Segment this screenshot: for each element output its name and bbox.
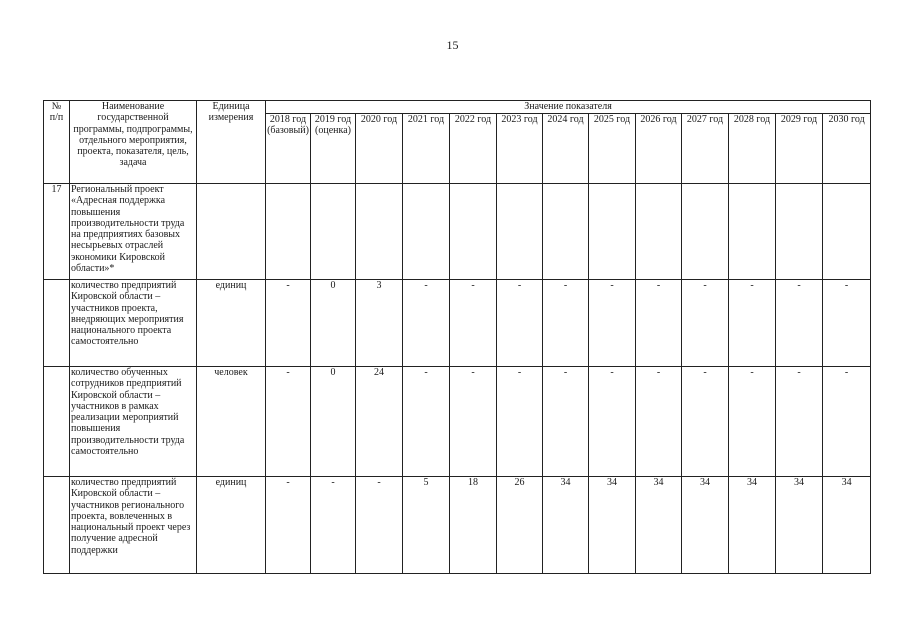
value-cell: 5 bbox=[403, 477, 450, 574]
value-cell: - bbox=[497, 367, 543, 477]
header-year: 2018 год (базовый) bbox=[266, 114, 311, 184]
value-cell bbox=[823, 184, 871, 280]
value-cell: - bbox=[636, 280, 682, 367]
value-cell: - bbox=[589, 367, 636, 477]
row-name: количество предприятий Кировской области – участников регионального проекта, вовлеченных в национальный проект через получение адресной поддержки bbox=[70, 477, 197, 574]
row-unit bbox=[197, 184, 266, 280]
value-cell bbox=[589, 184, 636, 280]
value-cell bbox=[497, 184, 543, 280]
value-cell: 0 bbox=[311, 280, 356, 367]
value-cell: - bbox=[682, 280, 729, 367]
value-cell: - bbox=[450, 280, 497, 367]
value-cell: - bbox=[450, 367, 497, 477]
row-num bbox=[44, 367, 70, 477]
value-cell: 0 bbox=[311, 367, 356, 477]
header-year: 2019 год (оценка) bbox=[311, 114, 356, 184]
header-year: 2028 год bbox=[729, 114, 776, 184]
value-cell: - bbox=[776, 280, 823, 367]
value-cell: 34 bbox=[589, 477, 636, 574]
value-cell: - bbox=[543, 367, 589, 477]
value-cell bbox=[729, 184, 776, 280]
row-unit: единиц bbox=[197, 280, 266, 367]
row-unit: человек bbox=[197, 367, 266, 477]
value-cell: 34 bbox=[543, 477, 589, 574]
indicators-table bbox=[43, 100, 871, 574]
header-year: 2027 год bbox=[682, 114, 729, 184]
value-cell: - bbox=[266, 367, 311, 477]
value-cell bbox=[266, 184, 311, 280]
value-cell: - bbox=[636, 367, 682, 477]
table-row bbox=[44, 477, 871, 574]
value-cell: 34 bbox=[729, 477, 776, 574]
value-cell: - bbox=[266, 477, 311, 574]
row-unit: единиц bbox=[197, 477, 266, 574]
value-cell bbox=[450, 184, 497, 280]
header-year: 2023 год bbox=[497, 114, 543, 184]
value-cell: - bbox=[311, 477, 356, 574]
value-cell: 34 bbox=[823, 477, 871, 574]
value-cell: 24 bbox=[356, 367, 403, 477]
value-cell: 34 bbox=[682, 477, 729, 574]
value-cell: 18 bbox=[450, 477, 497, 574]
header-year: 2025 год bbox=[589, 114, 636, 184]
page-number: 15 bbox=[446, 38, 459, 52]
value-cell bbox=[776, 184, 823, 280]
value-cell bbox=[356, 184, 403, 280]
row-num: 17 bbox=[44, 184, 70, 280]
table-row bbox=[44, 280, 871, 367]
value-cell: - bbox=[403, 367, 450, 477]
header-values: Значение показателя bbox=[266, 101, 871, 114]
value-cell: 3 bbox=[356, 280, 403, 367]
value-cell: - bbox=[266, 280, 311, 367]
header-num: № п/п bbox=[44, 101, 70, 184]
header-year: 2021 год bbox=[403, 114, 450, 184]
row-name: Региональный проект «Адресная поддержка повышения производительности труда на предприятиях базовых несырьевых отраслей экономики Кировской области»* bbox=[70, 184, 197, 280]
value-cell: - bbox=[823, 280, 871, 367]
value-cell bbox=[403, 184, 450, 280]
value-cell: - bbox=[776, 367, 823, 477]
row-num bbox=[44, 477, 70, 574]
value-cell: - bbox=[543, 280, 589, 367]
value-cell: - bbox=[823, 367, 871, 477]
header-year: 2029 год bbox=[776, 114, 823, 184]
header-year: 2030 год bbox=[823, 114, 871, 184]
row-name: количество предприятий Кировской области – участников проекта, внедряющих мероприятия национального проекта самостоятельно bbox=[70, 280, 197, 367]
header-name: Наименование государственной программы, подпрограммы, отдельного мероприятия, проекта, показателя, цель, задача bbox=[70, 101, 197, 184]
header-year: 2022 год bbox=[450, 114, 497, 184]
value-cell bbox=[636, 184, 682, 280]
row-num bbox=[44, 280, 70, 367]
header-year: 2026 год bbox=[636, 114, 682, 184]
header-unit: Единица измерения bbox=[197, 101, 266, 184]
value-cell: - bbox=[589, 280, 636, 367]
value-cell bbox=[311, 184, 356, 280]
header-row-top bbox=[44, 101, 871, 114]
value-cell bbox=[682, 184, 729, 280]
value-cell: - bbox=[729, 367, 776, 477]
table-row bbox=[44, 184, 871, 280]
header-year: 2020 год bbox=[356, 114, 403, 184]
value-cell: - bbox=[682, 367, 729, 477]
value-cell: - bbox=[497, 280, 543, 367]
header-year: 2024 год bbox=[543, 114, 589, 184]
value-cell: 34 bbox=[776, 477, 823, 574]
value-cell bbox=[543, 184, 589, 280]
value-cell: - bbox=[729, 280, 776, 367]
value-cell: - bbox=[356, 477, 403, 574]
value-cell: 26 bbox=[497, 477, 543, 574]
table-row bbox=[44, 367, 871, 477]
row-name: количество обученных сотрудников предприятий Кировской области – участников в рамках реализации мероприятий повышения производительности труда самостоятельно bbox=[70, 367, 197, 477]
value-cell: 34 bbox=[636, 477, 682, 574]
value-cell: - bbox=[403, 280, 450, 367]
